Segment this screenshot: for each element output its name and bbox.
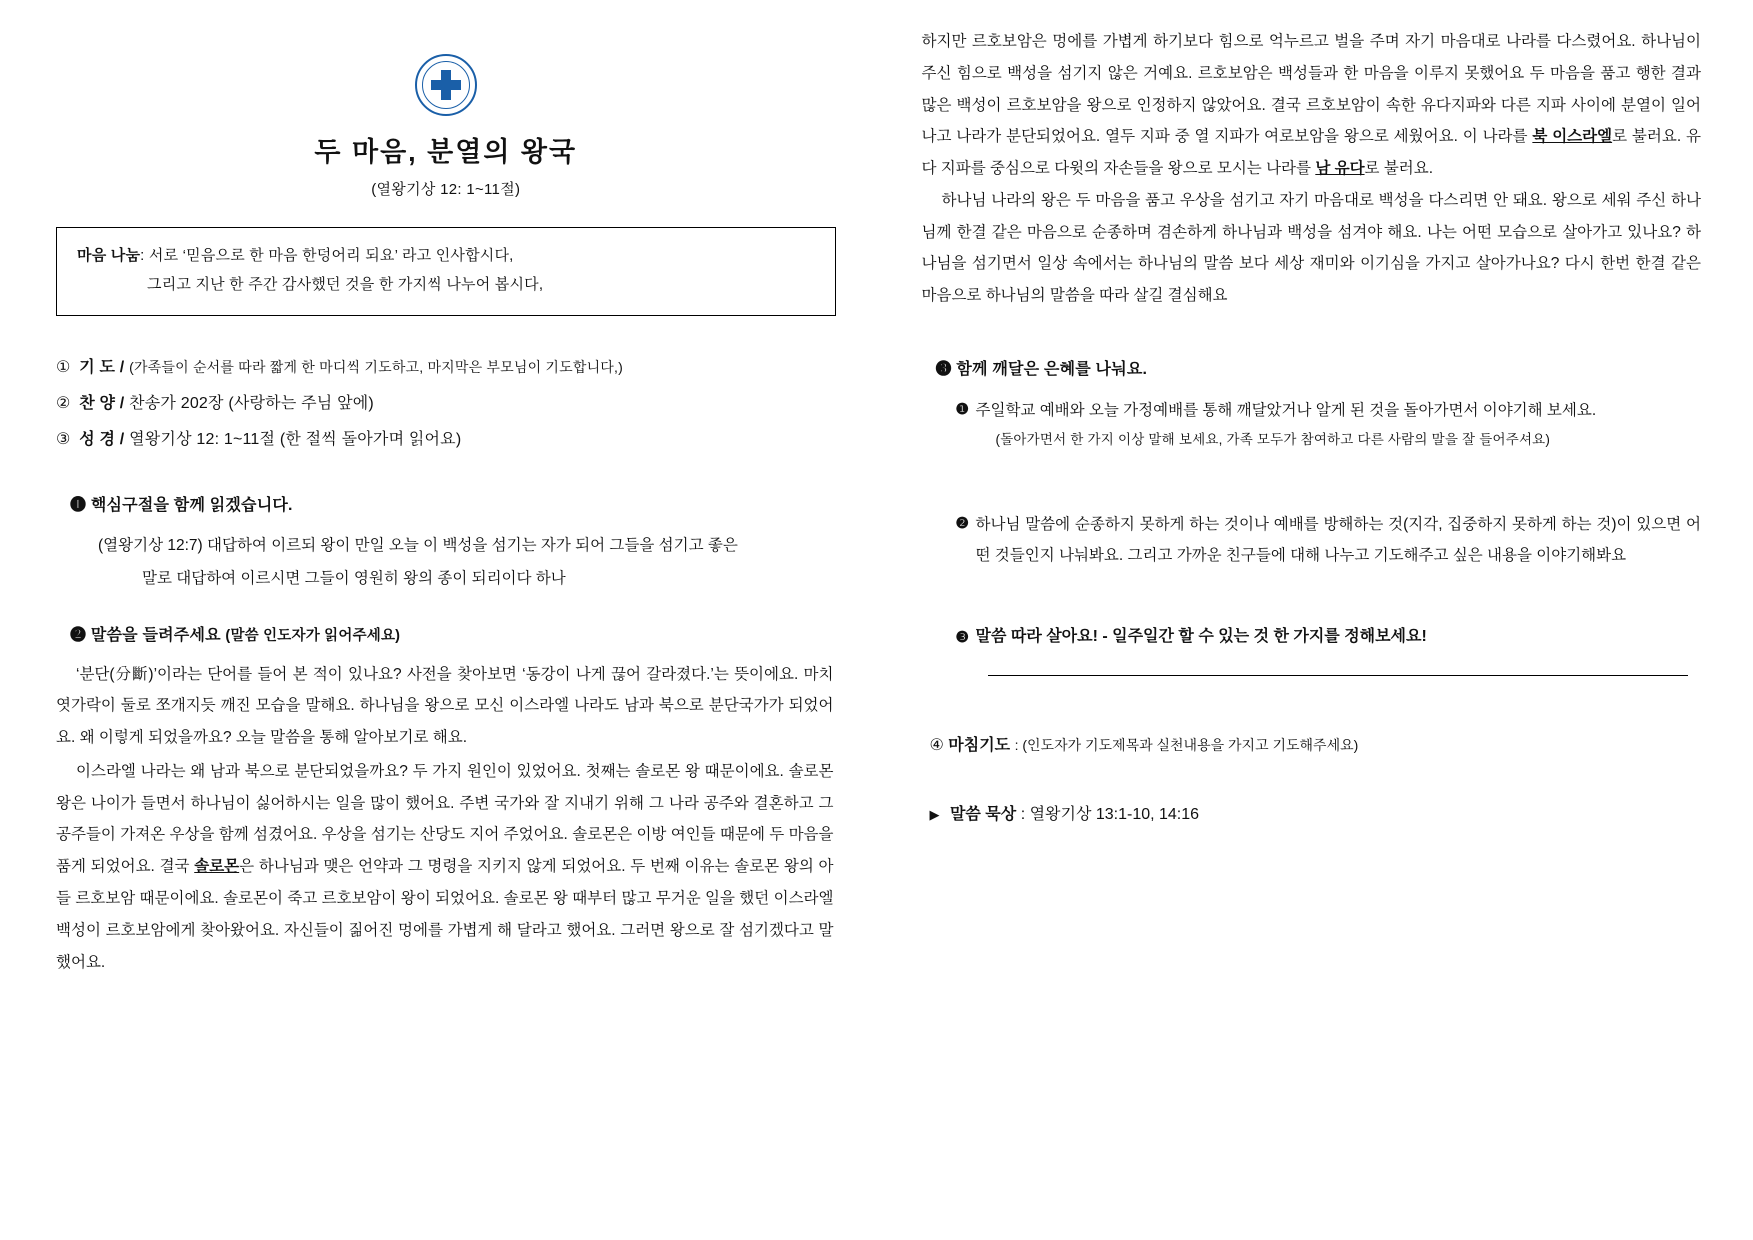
order-of-service-list <box>56 350 836 458</box>
message-paragraph-1: ‘분단(分斷)’이라는 단어를 들어 본 적이 있나요? 사전을 찾아보면 ‘동강이 나게 끊어 갈라졌다.’는 뜻이에요. 마치 엿가락이 둘로 쪼개지듯 깨진 모습을 말해요. 하나님을 왕으로 모신 이스라엘 나라도 남과 북으로 분단국가가 되었어요. 왜 이렇게 되었을까요? 오늘 말씀을 통해 알아보기로 해요. <box>56 665 834 747</box>
meditation-line <box>922 801 1702 824</box>
share-item-1-note: (돌아가면서 한 가지 이상 말해 보세요, 가족 모두가 참여하고 다른 사람의 말을 잘 들어주셔요) <box>995 431 1551 447</box>
section-message <box>56 622 836 979</box>
logo-container <box>56 54 836 116</box>
order-item-3 <box>56 422 836 458</box>
share-line-2: 그리고 지난 한 주간 감사했던 것을 한 가지씩 나누어 봅시다, <box>147 275 544 293</box>
order-item-3-note: 열왕기상 12: 1~11절 (한 절씩 돌아가며 읽어요) <box>129 431 462 448</box>
share-text-1: : 서로 ‘믿음으로 한 마음 한덩어리 되요’ 라고 인사합시다, <box>140 247 514 264</box>
north-israel-term: 북 이스라엘 <box>1532 128 1613 146</box>
share-item-2-text: 하나님 말씀에 순종하지 못하게 하는 것이나 예배를 방해하는 것(지각, 집중하지 못하게 하는 것)이 있으면 어떤 것들인지 나눠봐요. 그리고 가까운 친구들에 대해 나누고 기도해주고 싶은 내용을 이야기해봐요 <box>975 515 1701 564</box>
order-item-3-label: 성 경 / <box>79 431 125 448</box>
section-message-heading <box>56 622 836 645</box>
share-line-1 <box>77 242 817 271</box>
write-in-rule <box>988 675 1688 676</box>
section-share-grace-heading <box>922 356 1702 379</box>
section-3-mark: ❸ <box>935 360 952 378</box>
order-item-2-number: ② <box>56 395 71 412</box>
closing-prayer-number: ④ <box>929 736 944 754</box>
right-paragraph-2: 하나님 나라의 왕은 두 마음을 품고 우상을 섬기고 자기 마음대로 백성을 다스리면 안 돼요. 왕으로 세워 주신 하나님께 한결 같은 마음으로 순종하며 겸손하게 하나님과 백성을 섬겨야 해요. 나는 어떤 모습으로 살아가고 있나요? 하나님을 섬기면서 일상 속에서는 하나님의 말씀 보다 세상 재미와 이기심을 가지고 살아가나요? 다시 한번 한결 같은 마음으로 하나님의 말씀을 따라 살길 결심해요 <box>921 191 1701 305</box>
live-it-label: 말씀 따라 살아요! <box>975 627 1098 645</box>
right-paragraph-1-c: 로 불러요. 유다 지파를 중심으로 다윗의 자손들을 왕으로 모시는 나라를 <box>921 128 1701 178</box>
section-2-title: 말씀을 들려주세요 <box>90 626 221 644</box>
message-paragraph-2 <box>56 756 836 978</box>
section-1-mark: ❶ <box>70 497 87 514</box>
meditation-text: : 열왕기상 13:1-10, 14:16 <box>1020 805 1200 823</box>
left-column <box>34 26 862 1220</box>
section-2-mark: ❷ <box>70 626 87 644</box>
page-subtitle: (열왕기상 12: 1~11절) <box>371 181 521 198</box>
live-it-text: - 일주일간 할 수 있는 것 한 가지를 정해보세요! <box>1102 627 1427 645</box>
cross-shape-icon <box>431 70 461 100</box>
order-item-1-note: (가족들이 순서를 따라 짧게 한 마디씩 기도하고, 마지막은 부모님이 기도합니다,) <box>129 359 623 375</box>
message-paragraph-2-a: 이스라엘 나라는 왜 남과 북으로 분단되었을까요? 두 가지 원인이 있었어요. 첫째는 솔로몬 왕 때문이에요. 솔로몬 왕은 나이가 들면서 하나님이 싫어하시는 일을 많이 했어요. 주변 국가와 잘 지내기 위해 그 나라 공주와 결혼하고 그 공주들이 가져온 우상을 함께 섬겼어요. 우상을 섬기는 산당도 지어 주었어요. 솔로몬은 이방 여인들 때문에 두 마음을 품게 되었어요. 결국 <box>56 762 834 876</box>
order-item-1-number: ① <box>56 359 71 376</box>
page-title: 두 마음, 분열의 왕국 <box>314 137 578 167</box>
closing-prayer-label: 마침기도 <box>948 736 1011 754</box>
right-paragraph-1-a: 하지만 르호보암은 멍에를 가볍게 하기보다 힘으로 억누르고 벌을 주며 자기 마음대로 나라를 다스렸어요. 하나님이 주신 힘으로 백성을 섬기지 않은 거예요. 르호보암은 백성들과 한 마음을 이루지 못했어요 두 마음을 품고 행한 결과 많은 백성이 르호보암을 왕으로 인정하지 않았어요. 결국 르호보암이 속한 유다지파와 다른 지파 사이에 분열이 일어나고 나라가 분단되었어요. 열두 지파 중 열 지파가 여로보암을 왕으로 세웠어요. 이 나라를 <box>921 33 1701 146</box>
section-3-title: 함께 깨달은 은혜를 나눠요. <box>956 360 1148 378</box>
share-item-2-mark: ❷ <box>955 514 969 532</box>
section-2-title-note: (말씀 인도자가 읽어주세요) <box>225 627 401 644</box>
order-item-2 <box>56 386 836 422</box>
right-paragraph-1-d: 로 불러요. <box>1364 160 1434 178</box>
order-item-2-label: 찬 양 / <box>79 395 125 412</box>
message-paragraph-2-bold: 솔로몬 <box>194 858 240 876</box>
order-item-3-number: ③ <box>56 431 71 448</box>
live-it-line <box>922 623 1702 653</box>
share-item-1-text: 주일학교 예배와 오늘 가정예배를 통해 깨달았거나 알게 된 것을 돌아가면서 이야기해 보세요. <box>975 401 1597 419</box>
right-paragraph-1 <box>922 26 1702 185</box>
section-key-verse <box>56 492 836 596</box>
live-it-mark: ❸ <box>955 628 969 646</box>
key-verse-line-2: 말로 대답하여 이르시면 그들이 영원히 왕의 종이 되리이다 하나 <box>142 570 566 588</box>
key-verse-line-1: (열왕기상 12:7) 대답하여 이르되 왕이 만일 오늘 이 백성을 섬기는 자가 되어 그들을 섬기고 좋은 <box>98 537 738 554</box>
south-judah-term: 남 유다 <box>1315 160 1365 178</box>
triangle-right-icon: ▶ <box>929 806 940 822</box>
share-item-1 <box>922 395 1702 453</box>
closing-prayer-line <box>922 732 1702 755</box>
share-box <box>56 227 836 316</box>
order-item-1 <box>56 350 836 386</box>
order-item-1-label: 기 도 / <box>79 359 125 376</box>
order-item-2-note: 찬송가 202장 (사랑하는 주님 앞에) <box>129 395 374 412</box>
message-paragraph-2-b: 은 하나님과 맺은 언약과 그 명령을 지키지 않게 되었어요. 두 번째 이유는 솔로몬 왕의 아들 르호보암 때문이에요. 솔로몬이 죽고 르호보암이 왕이 되었어요. 솔로몬 왕 때부터 많고 무거운 일을 했던 이스라엘 백성이 르호보암에게 찾아왔어요. 자신들이 짊어진 멍에를 가볍게 해 달라고 했어요. 그러면 왕으로 잘 섬기겠다고 말했어요. <box>56 858 834 971</box>
share-item-1-mark: ❶ <box>955 400 969 418</box>
right-column <box>862 26 1720 1220</box>
share-item-1-body <box>976 395 1702 453</box>
share-item-2 <box>922 509 1702 571</box>
church-seal-icon <box>415 54 477 116</box>
meditation-label: 말씀 묵상 <box>949 805 1017 823</box>
section-1-title: 핵심구절을 함께 읽겠습니다. <box>90 497 293 514</box>
closing-prayer-note: : (인도자가 기도제목과 실천내용을 가지고 기도해주세요) <box>1014 736 1359 753</box>
share-label: 마음 나눔 <box>77 247 141 264</box>
section-key-verse-heading <box>56 492 836 515</box>
